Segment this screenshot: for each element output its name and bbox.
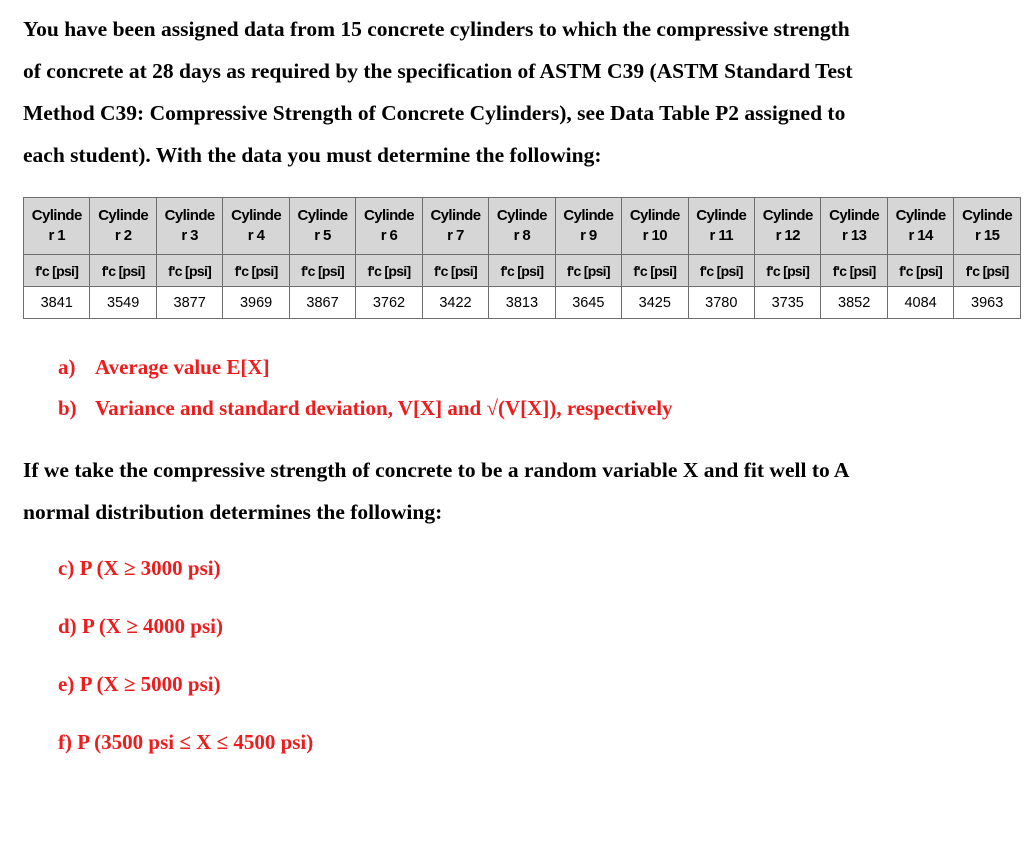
- unit-cell: f'c [psi]: [954, 255, 1021, 287]
- question-text: Average value E[X]: [95, 355, 270, 379]
- unit-cell: f'c [psi]: [24, 255, 90, 287]
- column-header-line1: Cylinde: [364, 207, 414, 224]
- unit-cell: f'c [psi]: [688, 255, 754, 287]
- column-header-line1: Cylinde: [962, 207, 1013, 224]
- strength-value-cell: 3813: [489, 287, 555, 319]
- unit-cell: f'c [psi]: [90, 255, 156, 287]
- column-header-line1: Cylinde: [629, 207, 680, 224]
- unit-cell: f'c [psi]: [156, 255, 222, 287]
- column-header-line1: Cylinde: [762, 207, 813, 224]
- strength-value-cell: 3422: [422, 287, 488, 319]
- question-marker: b): [58, 396, 77, 420]
- unit-cell: f'c [psi]: [289, 255, 355, 287]
- question-marker: e): [58, 672, 75, 696]
- question-f: [58, 730, 313, 755]
- intro-line: each student). With the data you must determine the following:: [23, 143, 602, 167]
- strength-value-cell: 3852: [821, 287, 887, 319]
- column-header-line1: Cylinde: [496, 207, 547, 224]
- column-header-line1: Cylinde: [696, 207, 747, 224]
- question-text: Variance and standard deviation, V[X] and √(V[X]), respectively: [95, 396, 673, 420]
- strength-value-cell: 3549: [90, 287, 156, 319]
- column-header-line2: r 4: [247, 227, 265, 244]
- column-header-cylinder-2: [90, 198, 156, 255]
- unit-cell: f'c [psi]: [555, 255, 621, 287]
- strength-value-cell: 3969: [223, 287, 289, 319]
- column-header-line1: Cylinde: [98, 207, 149, 224]
- question-d: [58, 614, 223, 639]
- table-units-row: [24, 255, 1021, 287]
- column-header-line2: r 8: [513, 227, 531, 244]
- question-text: P (X ≥ 5000 psi): [79, 672, 221, 696]
- column-header-cylinder-7: [422, 198, 488, 255]
- column-header-cylinder-14: [887, 198, 953, 255]
- strength-value-cell: 3645: [555, 287, 621, 319]
- column-header-line1: Cylinde: [231, 207, 282, 224]
- strength-value-cell: 3841: [24, 287, 90, 319]
- column-header-cylinder-15: [954, 198, 1021, 255]
- paragraph-line: If we take the compressive strength of concrete to be a random variable X and fit well to A: [23, 458, 850, 482]
- column-header-line1: Cylinde: [430, 207, 481, 224]
- column-header-line1: Cylinde: [563, 207, 614, 224]
- column-header-cylinder-3: [156, 198, 222, 255]
- unit-cell: f'c [psi]: [422, 255, 488, 287]
- intro-line: of concrete at 28 days as required by the specification of ASTM C39 (ASTM Standard Test: [23, 59, 853, 83]
- column-header-line1: Cylinde: [829, 207, 880, 224]
- problem-intro: [23, 8, 973, 176]
- question-marker: a): [58, 355, 76, 379]
- question-marker: f): [58, 730, 72, 754]
- column-header-cylinder-10: [622, 198, 688, 255]
- paragraph-line: normal distribution determines the following:: [23, 500, 443, 524]
- normal-distribution-paragraph: [23, 449, 978, 533]
- column-header-line2: r 5: [314, 227, 331, 244]
- column-header-line2: r 1: [48, 227, 65, 244]
- column-header-line1: Cylinde: [31, 207, 82, 224]
- cylinder-data-table: [23, 197, 1021, 319]
- question-text: P (3500 psi ≤ X ≤ 4500 psi): [77, 730, 314, 754]
- column-header-line1: Cylinde: [164, 207, 215, 224]
- question-marker: c): [58, 556, 75, 580]
- column-header-line2: r 6: [380, 227, 398, 244]
- column-header-line2: r 12: [775, 227, 800, 244]
- unit-cell: f'c [psi]: [489, 255, 555, 287]
- column-header-line2: r 7: [447, 227, 464, 244]
- question-c: [58, 556, 221, 581]
- column-header-cylinder-12: [754, 198, 820, 255]
- unit-cell: f'c [psi]: [821, 255, 887, 287]
- intro-line: You have been assigned data from 15 concrete cylinders to which the compressive strength: [23, 17, 850, 41]
- table-header-row: [24, 198, 1021, 255]
- column-header-line2: r 11: [709, 227, 733, 244]
- question-text: P (X ≥ 4000 psi): [81, 614, 223, 638]
- strength-value-cell: 3780: [688, 287, 754, 319]
- strength-value-cell: 3735: [754, 287, 820, 319]
- column-header-line2: r 14: [908, 227, 933, 244]
- question-text: P (X ≥ 3000 psi): [79, 556, 221, 580]
- strength-value-cell: 4084: [887, 287, 953, 319]
- strength-value-cell: 3425: [622, 287, 688, 319]
- table-values-row: [24, 287, 1021, 319]
- column-header-line2: r 13: [842, 227, 867, 244]
- strength-value-cell: 3867: [289, 287, 355, 319]
- column-header-line2: r 9: [580, 227, 597, 244]
- question-a: [58, 355, 270, 380]
- intro-line: Method C39: Compressive Strength of Concrete Cylinders), see Data Table P2 assigned to: [23, 101, 846, 125]
- column-header-line1: Cylinde: [895, 207, 946, 224]
- column-header-line2: r 3: [181, 227, 198, 244]
- column-header-line2: r 15: [975, 227, 1000, 244]
- column-header-cylinder-8: [489, 198, 555, 255]
- column-header-cylinder-6: [356, 198, 422, 255]
- strength-value-cell: 3877: [156, 287, 222, 319]
- column-header-line1: Cylinde: [297, 207, 348, 224]
- column-header-cylinder-13: [821, 198, 887, 255]
- column-header-line2: r 2: [114, 227, 132, 244]
- strength-value-cell: 3963: [954, 287, 1021, 319]
- column-header-cylinder-1: [24, 198, 90, 255]
- question-marker: d): [58, 614, 77, 638]
- unit-cell: f'c [psi]: [356, 255, 422, 287]
- unit-cell: f'c [psi]: [223, 255, 289, 287]
- column-header-line2: r 10: [642, 227, 667, 244]
- unit-cell: f'c [psi]: [754, 255, 820, 287]
- strength-value-cell: 3762: [356, 287, 422, 319]
- question-b: [58, 396, 673, 421]
- column-header-cylinder-9: [555, 198, 621, 255]
- column-header-cylinder-4: [223, 198, 289, 255]
- column-header-cylinder-11: [688, 198, 754, 255]
- unit-cell: f'c [psi]: [622, 255, 688, 287]
- question-e: [58, 672, 221, 697]
- unit-cell: f'c [psi]: [887, 255, 953, 287]
- column-header-cylinder-5: [289, 198, 355, 255]
